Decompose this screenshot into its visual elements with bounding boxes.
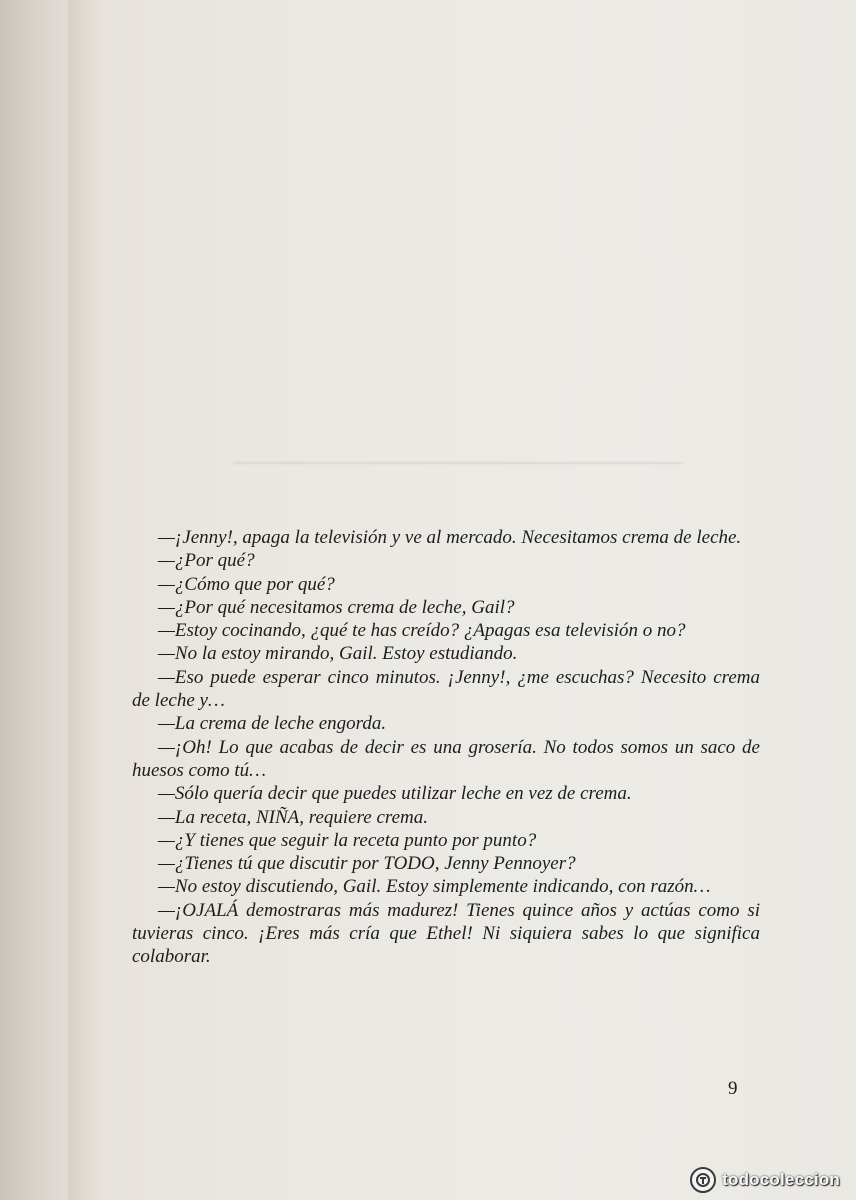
paragraph: —¿Tienes tú que discutir por TODO, Jenny Pennoyer? xyxy=(158,853,576,875)
watermark-text: todocoleccion xyxy=(722,1170,840,1189)
paragraph: —La crema de leche engorda. xyxy=(158,713,387,735)
paragraph: —¡OJALÁ demostraras más madurez! Tienes quince años y actúas como si tuvieras cinco. ¡Eres más cría que Ethel! Ni siquiera sabes lo que significa colaborar. xyxy=(132,899,760,968)
paragraph: —¿Y tienes que seguir la receta punto por punto? xyxy=(158,829,537,851)
show-through-text xyxy=(168,35,848,475)
paragraph: —La receta, NIÑA, requiere crema. xyxy=(158,806,428,828)
paragraph: —No la estoy mirando, Gail. Estoy estudiando. xyxy=(158,643,518,665)
show-through-rule xyxy=(233,462,683,464)
todocoleccion-logo-icon xyxy=(690,1167,716,1193)
paragraph: —¡Jenny!, apaga la televisión y ve al mercado. Necesitamos crema de leche. xyxy=(158,527,742,548)
paragraph: —¡Oh! Lo que acabas de decir es una grosería. No todos somos un saco de huesos como tú… xyxy=(132,736,760,781)
page-number: 9 xyxy=(728,1078,738,1099)
paragraph: —¿Por qué? xyxy=(158,550,255,572)
paragraph: —¿Por qué necesitamos crema de leche, Gail? xyxy=(158,596,515,618)
paragraph: —No estoy discutiendo, Gail. Estoy simplemente indicando, con razón… xyxy=(158,876,711,898)
paragraph: —¿Cómo que por qué? xyxy=(158,573,335,595)
paragraph: —Eso puede esperar cinco minutos. ¡Jenny!, ¿me escuchas? Necesito crema de leche y… xyxy=(132,666,760,712)
paragraph: —Estoy cocinando, ¿qué te has creído? ¿Apagas esa televisión o no? xyxy=(158,620,686,642)
watermark xyxy=(0,1160,856,1200)
book-gutter xyxy=(0,0,68,1200)
paragraph: —Sólo quería decir que puedes utilizar leche en vez de crema. xyxy=(158,783,632,805)
dialogue-text xyxy=(132,526,760,969)
